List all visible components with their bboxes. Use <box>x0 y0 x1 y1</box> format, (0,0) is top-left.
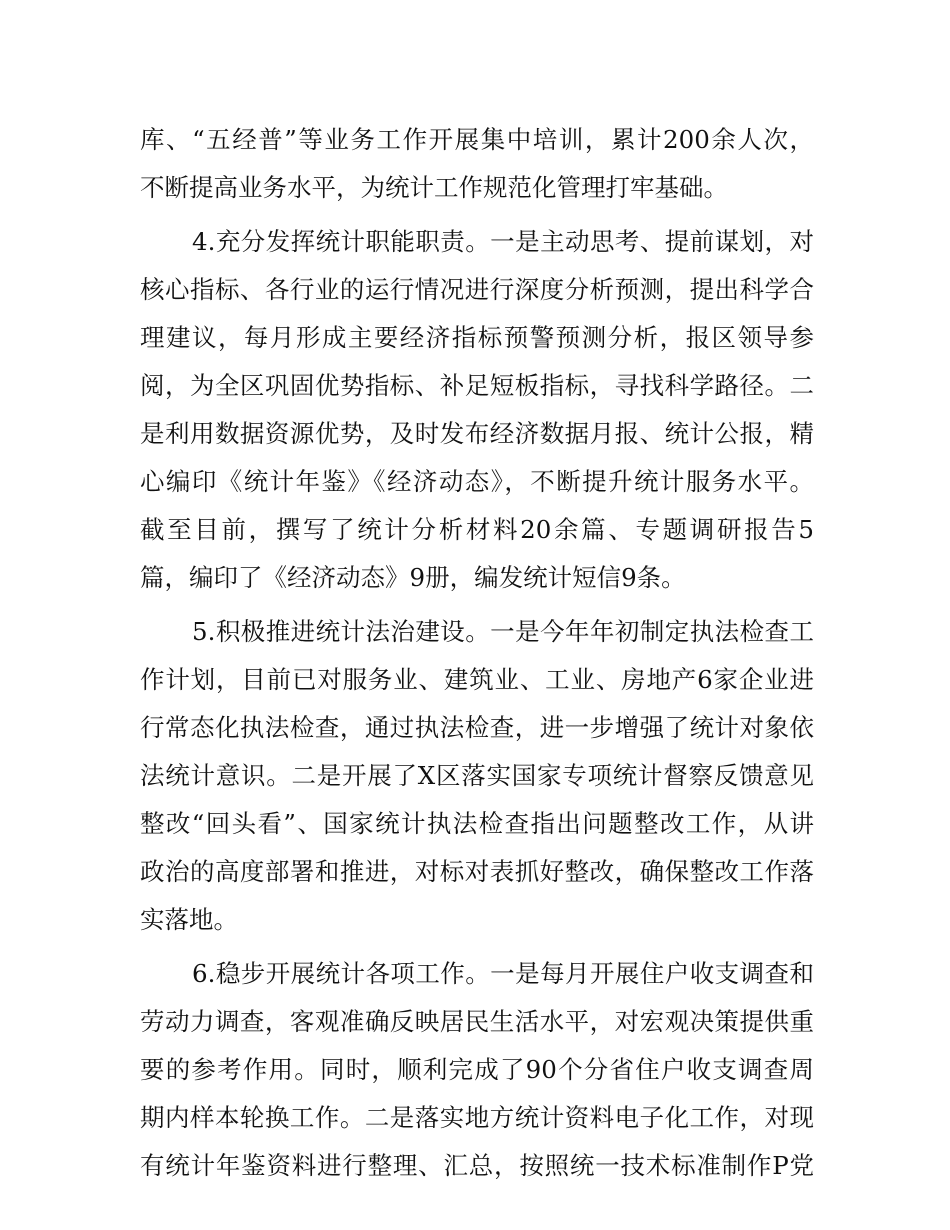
text-line: 整改“回头看”、国家统计执法检查指出问题整改工作，从讲 <box>140 809 814 838</box>
text-line: 劳动力调查，客观准确反映居民生活水平，对宏观决策提供重 <box>140 1007 814 1036</box>
text-line: 5.积极推进统计法治建设。一是今年年初制定执法检查工 <box>192 617 814 646</box>
text-line: 法统计意识。二是开展了X区落实国家专项统计督察反馈意见 <box>140 761 814 790</box>
text-line: 库、“五经普”等业务工作开展集中培训，累计200余人次， <box>140 125 814 154</box>
paragraph-1 <box>140 116 814 212</box>
text-line: 不断提高业务水平，为统计工作规范化管理打牢基础。 <box>140 173 728 202</box>
paragraph-4 <box>140 950 814 1190</box>
text-line: 要的参考作用。同时，顺利完成了90个分省住户收支调查周 <box>140 1055 814 1084</box>
document-body <box>140 116 814 1190</box>
paragraph-2 <box>140 218 814 602</box>
text-line: 核心指标、各行业的运行情况进行深度分析预测，提出科学合 <box>140 275 814 304</box>
text-line: 阅，为全区巩固优势指标、补足短板指标，寻找科学路径。二 <box>140 371 814 400</box>
text-line: 截至目前，撰写了统计分析材料20余篇、专题调研报告5 <box>140 515 814 544</box>
text-line: 政治的高度部署和推进，对标对表抓好整改，确保整改工作落 <box>140 857 814 886</box>
paragraph-3 <box>140 608 814 944</box>
text-line: 理建议，每月形成主要经济指标预警预测分析，报区领导参 <box>140 323 814 352</box>
text-line: 有统计年鉴资料进行整理、汇总，按照统一技术标准制作P党 <box>140 1151 814 1180</box>
text-line: 4.充分发挥统计职能职责。一是主动思考、提前谋划，对 <box>192 227 814 256</box>
text-line: 是利用数据资源优势，及时发布经济数据月报、统计公报，精 <box>140 419 814 448</box>
text-line: 6.稳步开展统计各项工作。一是每月开展住户收支调查和 <box>192 959 814 988</box>
text-line: 作计划，目前已对服务业、建筑业、工业、房地产6家企业进 <box>140 665 814 694</box>
text-line: 心编印《统计年鉴》《经济动态》，不断提升统计服务水平。 <box>140 467 814 496</box>
text-line: 实落地。 <box>140 905 238 934</box>
text-line: 行常态化执法检查，通过执法检查，进一步增强了统计对象依 <box>140 713 814 742</box>
text-line: 期内样本轮换工作。二是落实地方统计资料电子化工作，对现 <box>140 1103 814 1132</box>
text-line: 篇，编印了《经济动态》9册，编发统计短信9条。 <box>140 563 686 592</box>
